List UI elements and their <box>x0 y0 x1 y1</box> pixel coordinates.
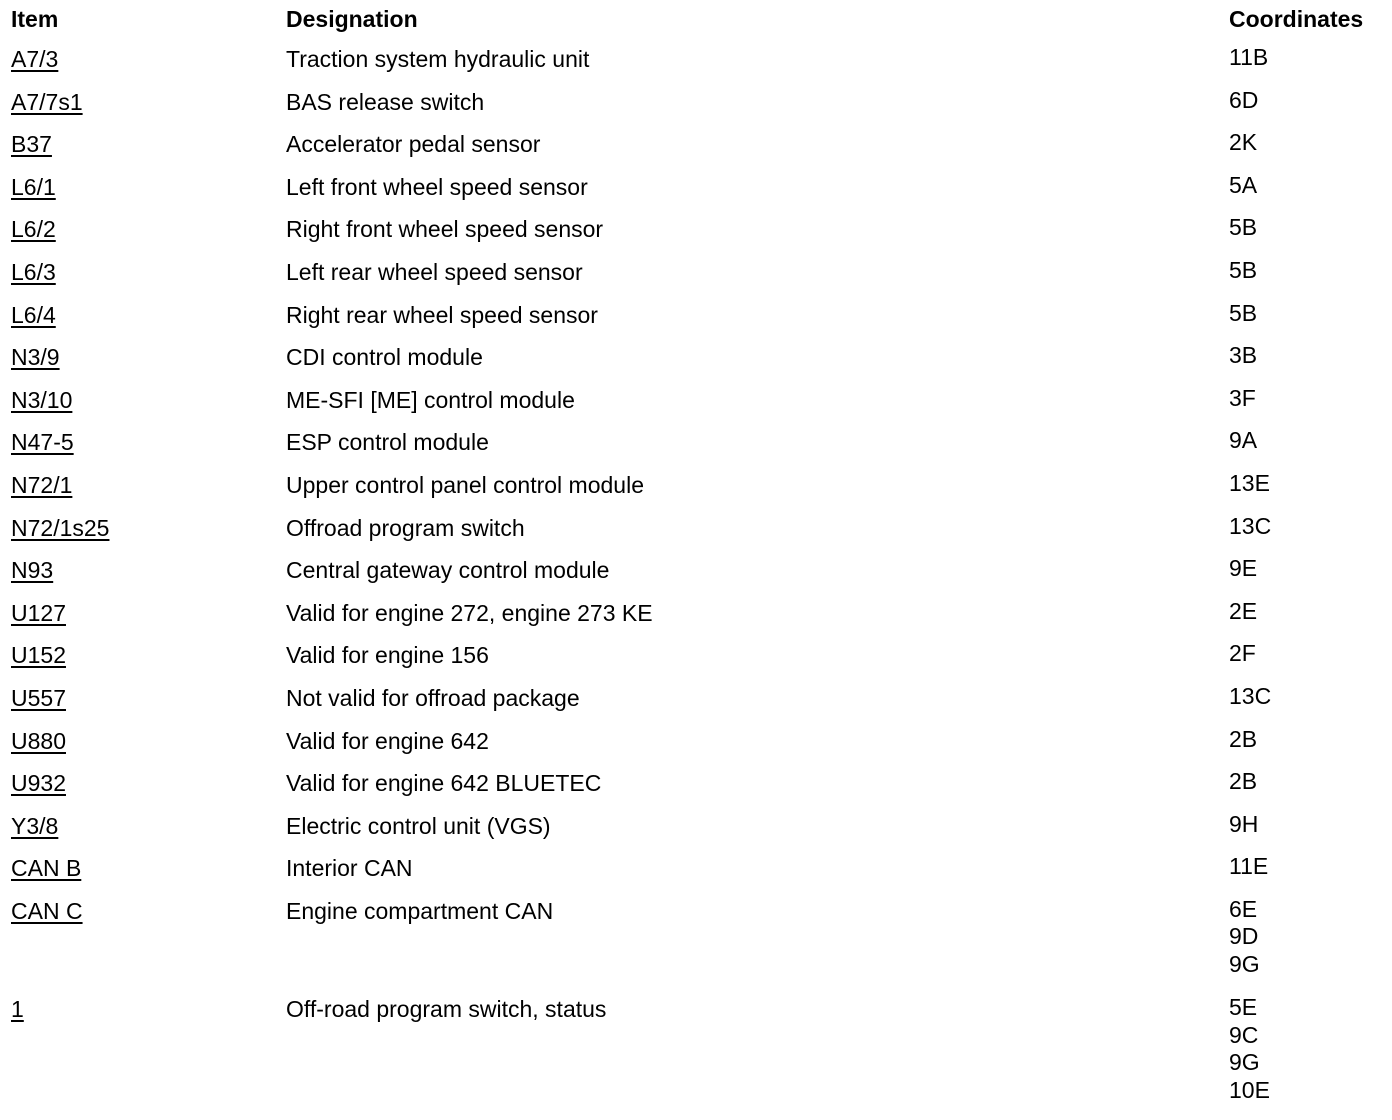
coordinate-value: 11E <box>1229 853 1269 880</box>
item-link[interactable]: L6/4 <box>11 301 56 328</box>
table-row <box>11 677 1381 720</box>
designation-cell: Left rear wheel speed sensor <box>286 258 583 285</box>
item-link[interactable]: 1 <box>11 996 24 1023</box>
designation-cell: ESP control module <box>286 429 489 456</box>
designation-cell: Offroad program switch <box>286 514 525 541</box>
coordinates-cell <box>1229 336 1381 370</box>
header-coordinates: Coordinates <box>1229 6 1364 32</box>
table-row <box>11 592 1381 635</box>
coordinate-value: 13C <box>1229 512 1272 539</box>
designation-cell: Left front wheel speed sensor <box>286 173 588 200</box>
table-row <box>11 720 1381 763</box>
item-link[interactable]: CAN C <box>11 897 83 924</box>
item-link[interactable]: L6/1 <box>11 173 56 200</box>
table-row <box>11 762 1381 805</box>
coordinate-value: 5B <box>1229 214 1258 241</box>
designation-cell: Electric control unit (VGS) <box>286 812 551 839</box>
coordinate-value: 3B <box>1229 342 1258 369</box>
designation-cell: Accelerator pedal sensor <box>286 131 541 158</box>
table-row <box>11 208 1381 251</box>
item-link[interactable]: N3/10 <box>11 386 73 413</box>
table-row <box>11 38 1381 81</box>
table-row <box>11 507 1381 550</box>
designation-cell: Valid for engine 272, engine 273 KE <box>286 599 653 626</box>
coordinate-value: 5B <box>1229 256 1258 283</box>
designation-cell: Central gateway control module <box>286 557 610 584</box>
coordinate-value: 2B <box>1229 768 1258 795</box>
designation-cell: Right rear wheel speed sensor <box>286 301 598 328</box>
table-row <box>11 464 1381 507</box>
item-link[interactable]: L6/2 <box>11 216 56 243</box>
table-header <box>11 4 1381 38</box>
item-link[interactable]: L6/3 <box>11 258 56 285</box>
coordinates-cell <box>1229 890 1381 979</box>
designation-cell: ME-SFI [ME] control module <box>286 386 575 413</box>
coordinates-cell <box>1229 379 1381 413</box>
coordinate-value: 11B <box>1229 44 1269 70</box>
coordinates-cell <box>1229 251 1381 285</box>
table-row <box>11 336 1381 379</box>
table-row <box>11 166 1381 209</box>
coordinate-value: 9C <box>1229 1021 1259 1048</box>
coordinate-value: 9E <box>1229 555 1258 582</box>
coordinate-value: 5A <box>1229 171 1258 198</box>
coordinates-cell <box>1229 294 1381 328</box>
coordinate-value: 13E <box>1229 469 1270 496</box>
item-link[interactable]: A7/7s1 <box>11 88 83 115</box>
coordinates-cell <box>1229 166 1381 200</box>
designation-cell: BAS release switch <box>286 88 485 115</box>
table-row <box>11 890 1381 989</box>
coordinate-value: 9G <box>1229 950 1260 977</box>
item-link[interactable]: N47-5 <box>11 429 74 456</box>
item-link[interactable]: U127 <box>11 599 66 626</box>
item-link[interactable]: U557 <box>11 684 66 711</box>
coordinate-value: 2K <box>1229 129 1258 156</box>
designation-cell: Valid for engine 642 BLUETEC <box>286 770 602 797</box>
coordinates-cell <box>1229 38 1381 72</box>
table-row <box>11 421 1381 464</box>
table-row <box>11 549 1381 592</box>
item-link[interactable]: Y3/8 <box>11 812 59 839</box>
item-link[interactable]: N3/9 <box>11 344 60 371</box>
table-row <box>11 81 1381 124</box>
table-row <box>11 805 1381 848</box>
coordinate-value: 2F <box>1229 640 1256 667</box>
coordinate-value: 10E <box>1229 1076 1270 1103</box>
designation-cell: Traction system hydraulic unit <box>286 46 590 72</box>
coordinate-value: 9D <box>1229 923 1259 950</box>
item-link[interactable]: CAN B <box>11 855 82 882</box>
table-row <box>11 634 1381 677</box>
coordinate-value: 9H <box>1229 810 1259 837</box>
designation-cell: Interior CAN <box>286 855 413 882</box>
coordinates-cell <box>1229 805 1381 839</box>
item-link[interactable]: B37 <box>11 131 52 158</box>
coordinate-value: 2E <box>1229 597 1258 624</box>
coordinates-cell <box>1229 847 1381 881</box>
designation-cell: Upper control panel control module <box>286 471 644 498</box>
item-link[interactable]: U880 <box>11 727 66 754</box>
item-link[interactable]: N93 <box>11 557 54 584</box>
item-link[interactable]: N72/1s25 <box>11 514 110 541</box>
table-row <box>11 988 1381 1114</box>
header-item: Item <box>11 6 59 32</box>
coordinates-cell <box>1229 720 1381 754</box>
item-link[interactable]: U932 <box>11 770 66 797</box>
coordinates-cell <box>1229 592 1381 626</box>
coordinates-cell <box>1229 208 1381 242</box>
table-row <box>11 379 1381 422</box>
coordinate-value: 5E <box>1229 994 1258 1021</box>
table-row <box>11 123 1381 166</box>
designation-cell: Off-road program switch, status <box>286 996 607 1023</box>
designation-cell: Valid for engine 156 <box>286 642 489 669</box>
coordinate-value: 5B <box>1229 299 1258 326</box>
coordinate-value: 6D <box>1229 86 1259 113</box>
coordinate-value: 13C <box>1229 682 1272 709</box>
coordinates-cell <box>1229 634 1381 668</box>
coordinates-cell <box>1229 988 1381 1104</box>
item-link[interactable]: N72/1 <box>11 471 73 498</box>
designation-cell: Not valid for offroad package <box>286 684 580 711</box>
coordinate-value: 3F <box>1229 384 1256 411</box>
designation-cell: Right front wheel speed sensor <box>286 216 604 243</box>
designation-cell: Valid for engine 642 <box>286 727 489 754</box>
table-row <box>11 294 1381 337</box>
coordinates-cell <box>1229 762 1381 796</box>
item-link[interactable]: U152 <box>11 642 66 669</box>
coordinate-value: 2B <box>1229 725 1258 752</box>
table-row <box>11 251 1381 294</box>
coordinates-cell <box>1229 464 1381 498</box>
coordinates-cell <box>1229 81 1381 115</box>
coordinate-value: 6E <box>1229 895 1258 922</box>
component-legend-table <box>11 4 1381 1114</box>
coordinates-cell <box>1229 507 1381 541</box>
coordinates-cell <box>1229 549 1381 583</box>
coordinate-value: 9G <box>1229 1049 1260 1076</box>
table-body <box>11 38 1381 1114</box>
coordinates-cell <box>1229 123 1381 157</box>
item-link[interactable]: A7/3 <box>11 46 59 72</box>
designation-cell: Engine compartment CAN <box>286 897 554 924</box>
coordinates-cell <box>1229 421 1381 455</box>
coordinate-value: 9A <box>1229 427 1258 454</box>
designation-cell: CDI control module <box>286 344 483 371</box>
table-row <box>11 847 1381 890</box>
coordinates-cell <box>1229 677 1381 711</box>
header-designation: Designation <box>286 6 418 32</box>
